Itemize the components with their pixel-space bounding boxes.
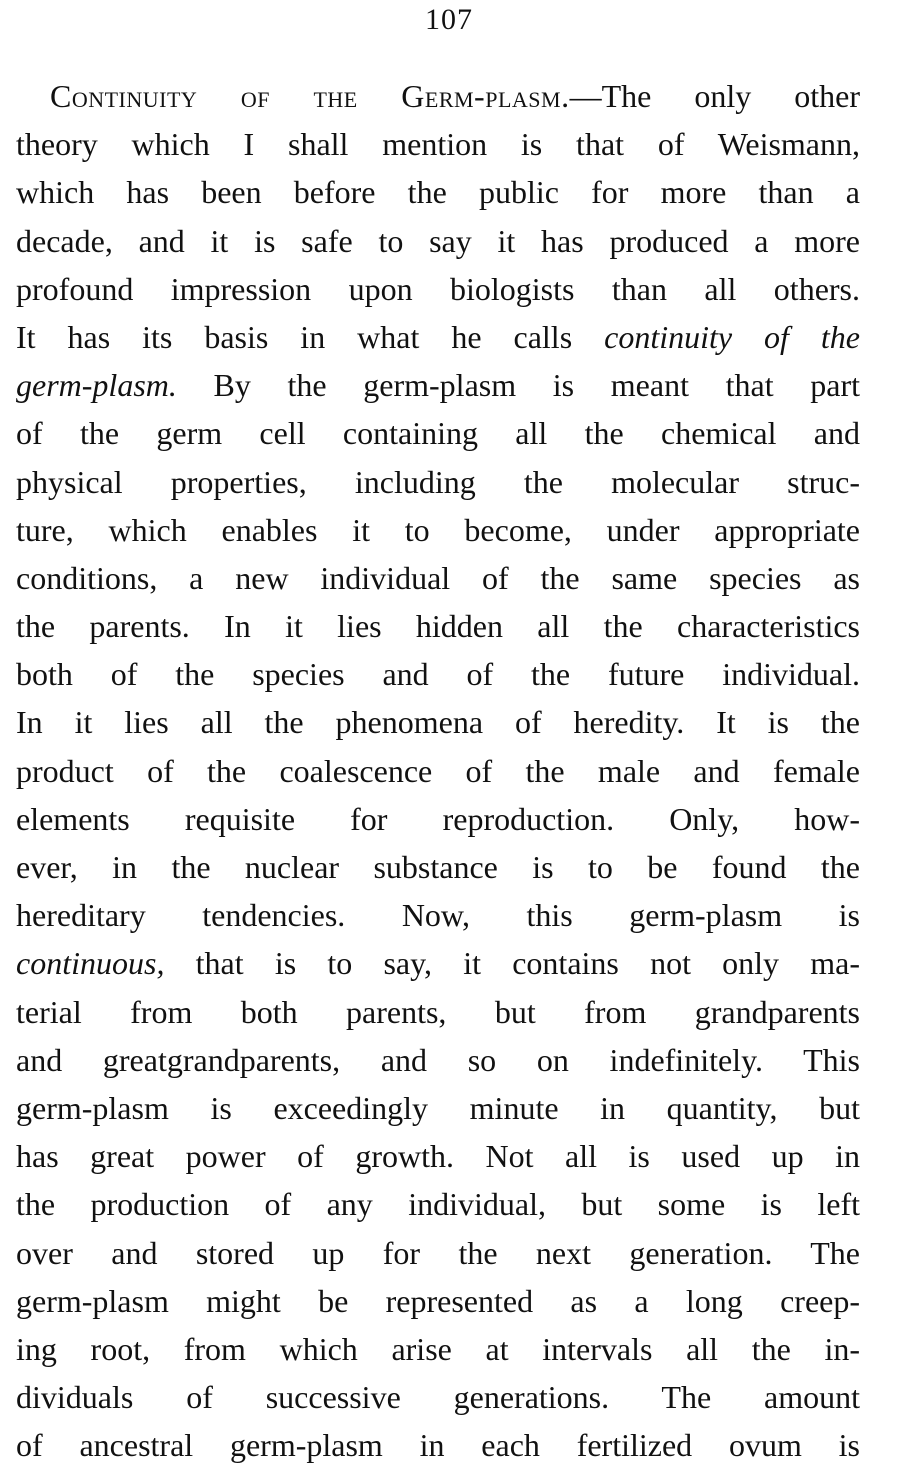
text-line: of ancestral germ-plasm in each fertilized ovum is	[16, 1427, 860, 1464]
page-number: 107	[425, 3, 473, 36]
body-text	[16, 72, 860, 1469]
text-line: has great power of growth. Not all is used up in	[16, 1138, 860, 1175]
emphasis: continuity of the	[604, 318, 861, 355]
text-line: In it lies all the phenomena of heredity. It is the	[16, 704, 860, 741]
text-line: conditions, a new individual of the same species as	[16, 559, 860, 596]
text-line: germ-plasm is exceedingly minute in quantity, but	[16, 1089, 860, 1126]
text-line: and greatgrandparents, and so on indefinitely. This	[16, 1041, 860, 1078]
text-line: elements requisite for reproduction. Only, how-	[16, 800, 860, 837]
text-line: hereditary tendencies. Now, this germ-plasm is	[16, 897, 860, 934]
text-line: Continuity of the Germ-plasm.—The only other	[50, 78, 861, 114]
text-line: germ-plasm. By the germ-plasm is meant that part	[16, 367, 860, 404]
text-line: the production of any individual, but some is left	[16, 1186, 860, 1223]
text-line: dividuals of successive generations. The amount	[16, 1379, 860, 1416]
text-line: theory which I shall mention is that of Weismann,	[16, 126, 860, 163]
text-line: the parents. In it lies hidden all the characteristics	[16, 608, 860, 645]
text-line: over and stored up for the next generation. The	[16, 1234, 860, 1271]
emphasis: germ-plasm.	[16, 367, 177, 404]
text-line: both of the species and of the future individual.	[16, 656, 860, 693]
text-line: continuous, that is to say, it contains not only ma-	[16, 945, 860, 982]
emphasis: continuous,	[16, 945, 165, 982]
text-line: which has been before the public for more than a	[16, 174, 860, 211]
text-line: product of the coalescence of the male and female	[16, 752, 860, 789]
text-line: terial from both parents, but from grandparents	[16, 993, 860, 1030]
text-line: germ-plasm might be represented as a long creep-	[16, 1282, 860, 1319]
text-line: profound impression upon biologists than all others.	[16, 270, 860, 307]
text-line: ing root, from which arise at intervals all the in-	[16, 1330, 860, 1367]
section-heading: Continuity of the Germ-plasm.	[50, 78, 570, 114]
text-line: It has its basis in what he calls continuity of the	[16, 318, 861, 355]
text-line: physical properties, including the molecular struc-	[16, 463, 860, 500]
text-line: ever, in the nuclear substance is to be found the	[16, 849, 860, 885]
text-line: of the germ cell containing all the chemical and	[16, 415, 860, 452]
text-line: decade, and it is safe to say it has produced a more	[16, 222, 860, 259]
text-line: ture, which enables it to become, under appropriate	[16, 511, 860, 548]
